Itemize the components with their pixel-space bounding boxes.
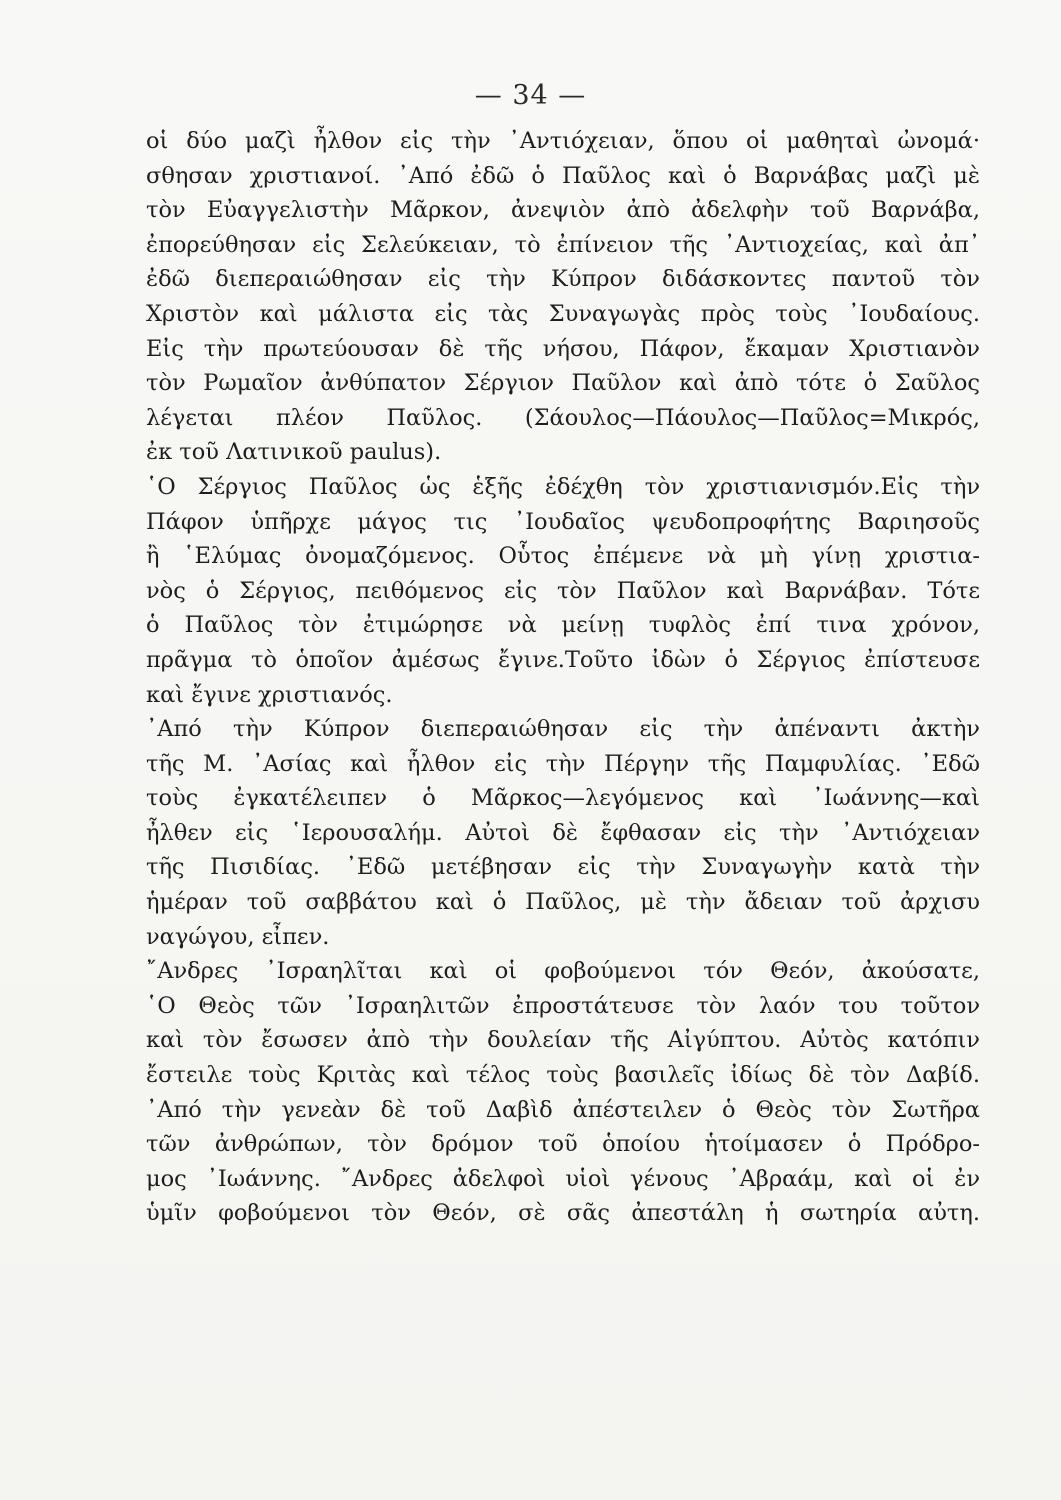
text-line: τὸν Ρωμαῖον ἀνθύπατον Σέργιον Παῦλον καὶ ἀπὸ τότε ὁ Σαῦλος [146,370,980,397]
text-line: καὶ ἔγινε χριστιανός. [146,681,393,708]
text-line: τοὺς ἐγκατέλειπεν ὁ Μᾶρκος—λεγόμενος καὶ ᾿Ιωάννης—καὶ [146,785,980,812]
text-line: νὸς ὁ Σέργιος, πειθόμενος εἰς τὸν Παῦλον καὶ Βαρνάβαν. Τότε [146,577,980,604]
text-line: ναγώγου, εἶπεν. [146,923,330,950]
text-line: Πάφον ὑπῆρχε μάγος τις ᾿Ιουδαῖος ψευδοπροφήτης Βαριησοῦς [146,508,980,535]
text-line: ῎Ανδρες ᾿Ισραηλῖται καὶ οἱ φοβούμενοι τόν Θεόν, ἀκούσατε, [146,958,980,985]
text-line: ἐπορεύθησαν εἰς Σελεύκειαν, τὸ ἐπίνειον τῆς ᾿Αντιοχείας, καὶ ἀπ᾿ [146,231,980,258]
text-line: ᾿Από τὴν γενεὰν δὲ τοῦ Δαβὶδ ἀπέστειλεν ὁ Θεὸς τὸν Σωτῆρα [146,1096,980,1123]
text-line: Χριστὸν καὶ μάλιστα εἰς τὰς Συναγωγὰς πρὸς τοὺς ᾿Ιουδαίους. [146,300,980,327]
paragraph-4 [146,954,980,1231]
paragraph-2 [146,470,980,712]
text-line: ὑμῖν φοβούμενοι τὸν Θεόν, σὲ σᾶς ἀπεστάλη ἡ σωτηρία αὐτη. [146,1200,980,1227]
text-line: Εἰς τὴν πρωτεύουσαν δὲ τῆς νήσου, Πάφον, ἔκαμαν Χριστιανὸν [146,335,980,362]
body-text [146,124,980,1231]
paragraph-1 [146,124,980,470]
text-line: σθησαν χριστιανοί. ᾿Από ἐδῶ ὁ Παῦλος καὶ ὁ Βαρνάβας μαζὶ μὲ [146,162,980,189]
paragraph-3 [146,712,980,954]
text-line: τῆς Πισιδίας. ᾿Εδῶ μετέβησαν εἰς τὴν Συναγωγὴν κατὰ τὴν [146,854,980,881]
text-line: ἡμέραν τοῦ σαββάτου καὶ ὁ Παῦλος, μὲ τὴν ἄδειαν τοῦ ἀρχισυ [146,889,980,916]
text-line: ὁ Παῦλος τὸν ἐτιμώρησε νὰ μείνῃ τυφλὸς ἐπί τινα χρόνον, [146,612,980,639]
text-line: οἱ δύο μαζὶ ἦλθον εἰς τὴν ᾿Αντιόχειαν, ὅπου οἱ μαθηταὶ ὠνομά· [146,128,980,154]
text-line: καὶ τὸν ἔσωσεν ἀπὸ τὴν δουλείαν τῆς Αἰγύπτου. Αὐτὸς κατόπιν [146,1027,980,1054]
text-line: ἢ ῾Ελύμας ὀνομαζόμενος. Οὗτος ἐπέμενε νὰ μὴ γίνῃ χριστια- [146,543,980,570]
page-number: — 34 — [474,80,587,111]
text-line: πρᾶγμα τὸ ὁποῖον ἀμέσως ἔγινε.Τοῦτο ἰδὼν ὁ Σέργιος ἐπίστευσε [146,646,980,673]
text-line: ᾿Από τὴν Κύπρον διεπεραιώθησαν εἰς τὴν ἀπέναντι ἀκτὴν [146,716,980,743]
text-line: τὸν Εὐαγγελιστὴν Μᾶρκον, ἀνεψιὸν ἀπὸ ἀδελφὴν τοῦ Βαρνάβα, [146,197,980,224]
text-line: ἔστειλε τοὺς Κριτὰς καὶ τέλος τοὺς βασιλεῖς ἰδίως δὲ τὸν Δαβίδ. [146,1062,980,1089]
text-line: τῶν ἀνθρώπων, τὸν δρόμον τοῦ ὁποίου ἡτοίμασεν ὁ Πρόδρο- [146,1131,980,1158]
text-line: ῾Ο Θεὸς τῶν ᾿Ισραηλιτῶν ἐπροστάτευσε τὸν λαόν του τοῦτον [146,992,980,1019]
text-line: ἐκ τοῦ Λατινικοῦ paulus). [146,439,442,466]
text-line: τῆς Μ. ᾿Ασίας καὶ ἦλθον εἰς τὴν Πέργην τῆς Παμφυλίας. ᾿Εδῶ [146,750,980,777]
text-line: λέγεται πλέον Παῦλος. (Σάουλος—Πάουλος—Παῦλος=Μικρός, [146,404,980,431]
text-line: ἦλθεν εἰς ῾Ιερουσαλήμ. Αὐτοὶ δὲ ἔφθασαν εἰς τὴν ᾿Αντιόχειαν [146,819,980,846]
text-line: ἐδῶ διεπεραιώθησαν εἰς τὴν Κύπρον διδάσκοντες παντοῦ τὸν [146,266,980,293]
text-line: ῾Ο Σέργιος Παῦλος ὡς ἑξῆς ἐδέχθη τὸν χριστιανισμόν.Εἰς τὴν [146,473,980,500]
text-line: μος ᾿Ιωάννης. ῎Ανδρες ἀδελφοὶ υἱοὶ γένους ᾿Αβραάμ, καὶ οἱ ἐν [146,1165,980,1192]
